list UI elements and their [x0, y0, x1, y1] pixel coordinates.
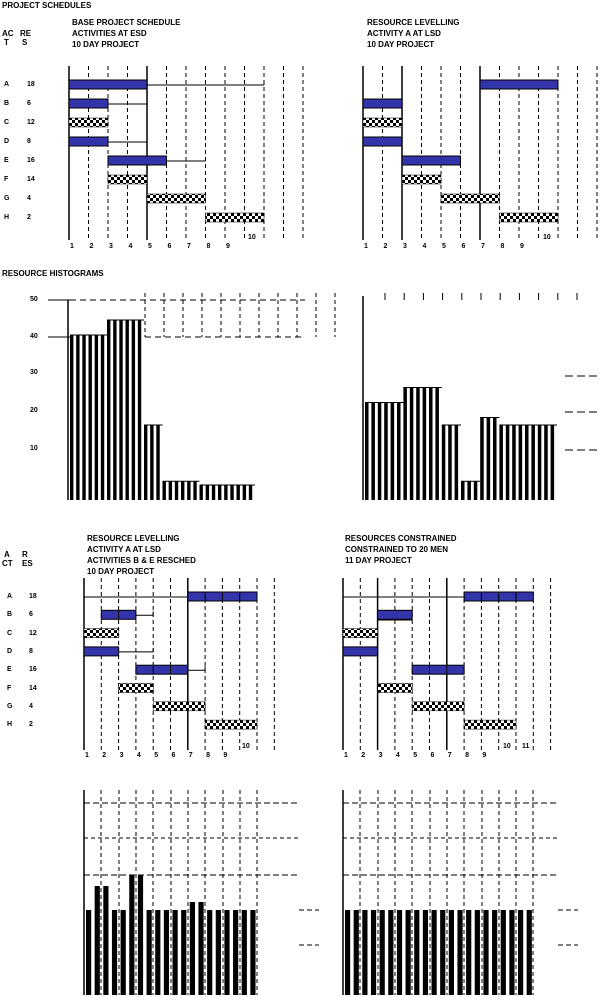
upper-activity-label-F: F — [4, 176, 9, 183]
hist-levelled-bar-day-10 — [544, 425, 548, 500]
hist-p3-bar-1 — [86, 910, 91, 995]
hist-base-bar-day-7 — [181, 481, 184, 500]
hist-p4-bar-11 — [432, 910, 437, 995]
p3-bar-D — [84, 647, 119, 656]
p1-day-label-10: 10 — [248, 234, 256, 241]
p1-day-label-4: 4 — [128, 243, 133, 250]
lower-resource-label-B: 6 — [29, 611, 33, 619]
histogram-y-label-50: 50 — [30, 296, 38, 303]
hist-base-bar-day-6 — [169, 481, 172, 500]
hist-p4-bar-15 — [466, 910, 471, 995]
upper-activity-label-D: D — [4, 138, 10, 145]
p1-bar-D — [69, 137, 108, 146]
p3-bar-F — [119, 684, 154, 693]
p4-day-label-10: 10 — [503, 743, 511, 750]
panel3-res-header-2: ES — [22, 559, 33, 568]
p1-bar-G — [147, 194, 206, 203]
hist-base-bar-day-3 — [119, 320, 122, 500]
hist-base-bar-day-2 — [89, 335, 92, 500]
hist-base-bar-day-7 — [193, 481, 196, 500]
hist-p4-bar-18 — [492, 910, 497, 995]
upper-activity-label-B: B — [4, 100, 10, 107]
hist-base-bar-day-8 — [200, 485, 203, 500]
p4-day-label-8: 8 — [465, 752, 469, 759]
hist-p3-bar-3 — [103, 886, 108, 995]
hist-p4-bar-17 — [483, 910, 488, 995]
hist-base-bar-day-9 — [224, 485, 227, 500]
p2-bar-G — [441, 194, 500, 203]
p3-bar-C — [84, 629, 119, 638]
hist-levelled-bar-day-7 — [493, 418, 497, 501]
hist-levelled-bar-day-3 — [403, 388, 407, 501]
p3-day-label-3: 3 — [119, 752, 124, 759]
panel1-title-line1: BASE PROJECT SCHEDULE — [72, 18, 181, 27]
p2-bar-E — [402, 156, 461, 165]
hist-levelled-bar-day-9 — [519, 425, 523, 500]
hist-base-bar-day-5 — [150, 425, 153, 500]
lower-activity-label-B: B — [7, 611, 13, 619]
hist-p3-bar-13 — [190, 902, 195, 995]
hist-levelled-bar-day-7 — [480, 418, 484, 501]
hist-p4-bar-16 — [475, 910, 480, 995]
p3-bar-H — [205, 720, 257, 729]
hist-p4-bar-9 — [414, 910, 419, 995]
p2-bar-D — [363, 137, 402, 146]
p4-bar-G — [412, 702, 464, 711]
p1-day-label-1: 1 — [70, 243, 74, 250]
hist-levelled-bar-day-3 — [416, 388, 420, 501]
hist-base-bar-day-10 — [243, 485, 246, 500]
hist-base-bar-day-10 — [237, 485, 240, 500]
p1-bar-F — [108, 175, 147, 184]
hist-levelled-bar-day-2 — [384, 403, 388, 501]
hist-levelled-bar-day-8 — [506, 425, 510, 500]
hist-levelled-bar-day-3 — [410, 388, 414, 501]
upper-resource-label-B: 6 — [27, 100, 31, 107]
hist-p3-bar-16 — [216, 910, 221, 995]
hist-levelled-bar-day-4 — [423, 388, 427, 501]
panel3-title-line2: ACTIVITY A AT LSD — [87, 545, 161, 554]
hist-base-bar-day-6 — [163, 481, 166, 500]
panel3-act-header-1: A — [4, 550, 10, 559]
hist-levelled-bar-day-9 — [525, 425, 529, 500]
p3-day-label-9: 9 — [223, 752, 228, 759]
hist-base-bar-day-1 — [82, 335, 85, 500]
upper-resource-label-E: 16 — [27, 157, 35, 164]
hist-p3-bar-11 — [173, 910, 178, 995]
hist-base-bar-day-9 — [230, 485, 233, 500]
hist-levelled-bar-day-6 — [474, 481, 478, 500]
p4-day-label-7: 7 — [447, 752, 452, 759]
hist-base-bar-day-7 — [187, 481, 190, 500]
p1-day-label-3: 3 — [109, 243, 113, 250]
panel2-title-line2: ACTIVITY A AT LSD — [367, 29, 441, 38]
p2-day-label-3: 3 — [403, 243, 407, 250]
hist-levelled-bar-day-5 — [455, 425, 459, 500]
p1-bar-C — [69, 118, 108, 127]
p2-day-label-9: 9 — [520, 243, 524, 250]
hist-levelled-bar-day-7 — [487, 418, 491, 501]
p2-bar-A — [480, 80, 558, 89]
hist-base-bar-day-5 — [144, 425, 147, 500]
panel1-res-header-2: S — [22, 38, 28, 47]
panel3-res-header-1: R — [22, 550, 28, 559]
p1-day-label-5: 5 — [148, 243, 152, 250]
p2-bar-C — [363, 118, 402, 127]
p2-day-label-6: 6 — [461, 243, 466, 250]
p3-day-label-5: 5 — [154, 752, 159, 759]
upper-activity-label-G: G — [4, 195, 10, 202]
hist-p3-bar-6 — [129, 875, 134, 995]
hist-p4-bar-5 — [380, 910, 385, 995]
panel3-title-line3: ACTIVITIES B & E RESCHED — [87, 556, 196, 565]
panel3-title-line1: RESOURCE LEVELLING — [87, 534, 180, 543]
hist-levelled-bar-day-2 — [391, 403, 395, 501]
hist-p3-bar-17 — [224, 910, 229, 995]
hist-base-bar-day-4 — [138, 320, 141, 500]
histogram-y-label-10: 10 — [30, 445, 38, 452]
hist-base-bar-day-8 — [206, 485, 209, 500]
p3-day-label-10: 10 — [242, 743, 250, 750]
panel4-title-line1: RESOURCES CONSTRAINED — [345, 534, 457, 543]
hist-p3-bar-9 — [155, 910, 160, 995]
hist-p3-bar-8 — [147, 910, 152, 995]
upper-activity-label-E: E — [4, 157, 9, 164]
hist-levelled-bar-day-10 — [538, 425, 542, 500]
p3-day-label-6: 6 — [171, 752, 176, 759]
hist-levelled-bar-day-9 — [531, 425, 535, 500]
hist-p3-bar-20 — [250, 910, 255, 995]
upper-activity-label-A: A — [4, 81, 10, 88]
p4-day-label-11: 11 — [522, 743, 530, 750]
hist-levelled-bar-day-4 — [435, 388, 439, 501]
p2-day-label-7: 7 — [481, 243, 485, 250]
histogram-y-label-30: 30 — [30, 369, 38, 376]
lower-resource-label-C: 12 — [29, 629, 37, 637]
lower-resource-label-G: 4 — [29, 702, 33, 710]
hist-p3-bar-7 — [138, 875, 143, 995]
hist-base-bar-day-6 — [175, 481, 178, 500]
hist-levelled-bar-day-10 — [551, 425, 555, 500]
panel4-title-line2: CONSTRAINED TO 20 MEN — [345, 545, 448, 554]
hist-p3-bar-18 — [233, 910, 238, 995]
p1-bar-B — [69, 99, 108, 108]
hist-levelled-bar-day-2 — [397, 403, 401, 501]
upper-resource-label-C: 12 — [27, 119, 35, 126]
upper-resource-label-G: 4 — [27, 195, 31, 202]
lower-activity-label-C: C — [7, 629, 13, 637]
p3-day-label-4: 4 — [136, 752, 141, 759]
p4-bar-C — [343, 629, 378, 638]
lower-activity-label-G: G — [7, 702, 13, 710]
p4-day-label-4: 4 — [395, 752, 400, 759]
lower-resource-label-E: 16 — [29, 666, 37, 674]
panel3-act-header-2: CT — [2, 559, 13, 568]
p4-bar-D — [343, 647, 378, 656]
p1-bar-E — [108, 156, 167, 165]
hist-p3-bar-15 — [207, 910, 212, 995]
project-schedules-heading: PROJECT SCHEDULES — [2, 1, 92, 10]
p2-bar-F — [402, 175, 441, 184]
upper-resource-label-A: 18 — [27, 81, 35, 88]
hist-p4-bar-1 — [345, 910, 350, 995]
p2-day-label-10: 10 — [543, 234, 551, 241]
hist-p4-bar-14 — [457, 910, 462, 995]
upper-activity-label-H: H — [4, 214, 10, 221]
hist-levelled-bar-day-6 — [467, 481, 471, 500]
hist-base-bar-day-2 — [101, 335, 104, 500]
hist-levelled-bar-day-1 — [378, 403, 382, 501]
hist-base-bar-day-9 — [218, 485, 221, 500]
p2-day-label-1: 1 — [364, 243, 368, 250]
hist-p3-bar-4 — [112, 910, 117, 995]
p4-bar-F — [378, 684, 413, 693]
upper-resource-label-D: 8 — [27, 138, 31, 145]
hist-p4-bar-13 — [449, 910, 454, 995]
hist-levelled-bar-day-5 — [442, 425, 446, 500]
hist-base-bar-day-4 — [132, 320, 135, 500]
p1-day-label-7: 7 — [187, 243, 191, 250]
hist-levelled-bar-day-8 — [499, 425, 503, 500]
panel4-title-line3: 11 DAY PROJECT — [345, 556, 412, 565]
hist-p4-bar-19 — [501, 910, 506, 995]
p1-day-label-2: 2 — [89, 243, 94, 250]
p1-day-label-9: 9 — [226, 243, 230, 250]
panel1-res-header-1: RE — [20, 29, 32, 38]
p3-day-label-7: 7 — [188, 752, 193, 759]
lower-activity-label-H: H — [7, 721, 13, 729]
lower-activity-label-E: E — [7, 666, 12, 674]
panel2-title-line1: RESOURCE LEVELLING — [367, 18, 460, 27]
hist-p3-bar-14 — [198, 902, 203, 995]
hist-p4-bar-12 — [440, 910, 445, 995]
lower-activity-label-F: F — [7, 684, 12, 692]
lower-resource-label-D: 8 — [29, 647, 33, 655]
panel1-title-line2: ACTIVITIES AT ESD — [72, 29, 147, 38]
hist-p3-bar-10 — [164, 910, 169, 995]
hist-p4-bar-10 — [423, 910, 428, 995]
hist-levelled-bar-day-8 — [512, 425, 516, 500]
panel1-title-line3: 10 DAY PROJECT — [72, 40, 140, 49]
p4-day-label-9: 9 — [482, 752, 487, 759]
p3-day-label-1: 1 — [85, 752, 89, 759]
hist-base-bar-day-5 — [156, 425, 159, 500]
panel3-title-line4: 10 DAY PROJECT — [87, 567, 155, 576]
histogram-y-label-20: 20 — [30, 407, 38, 414]
p2-day-label-4: 4 — [422, 243, 427, 250]
p3-bar-G — [153, 702, 205, 711]
hist-levelled-bar-day-4 — [429, 388, 433, 501]
p4-day-label-6: 6 — [430, 752, 435, 759]
resource-histograms-heading: RESOURCE HISTOGRAMS — [2, 269, 104, 278]
lower-activity-label-D: D — [7, 647, 13, 655]
hist-levelled-bar-day-1 — [365, 403, 369, 501]
p4-day-label-3: 3 — [378, 752, 383, 759]
hist-base-bar-day-8 — [212, 485, 215, 500]
upper-resource-label-H: 2 — [27, 214, 31, 221]
p2-day-label-2: 2 — [383, 243, 388, 250]
hist-base-bar-day-4 — [126, 320, 129, 500]
hist-p3-bar-19 — [242, 910, 247, 995]
hist-levelled-bar-day-5 — [448, 425, 452, 500]
p4-day-label-5: 5 — [413, 752, 418, 759]
lower-resource-label-A: 18 — [29, 593, 37, 600]
p4-bar-B — [378, 610, 413, 619]
lower-resource-label-H: 2 — [29, 721, 33, 729]
hist-p4-bar-6 — [388, 910, 393, 995]
panel2-title-line3: 10 DAY PROJECT — [367, 40, 435, 49]
p4-day-label-1: 1 — [344, 752, 348, 759]
p3-day-label-2: 2 — [102, 752, 107, 759]
histogram-y-label-40: 40 — [30, 333, 38, 340]
p3-bar-E — [136, 665, 188, 674]
hist-p4-bar-21 — [518, 910, 523, 995]
hist-p3-bar-12 — [181, 910, 186, 995]
hist-base-bar-day-3 — [113, 320, 116, 500]
upper-activity-label-C: C — [4, 119, 10, 126]
panel1-act-header-1: AC — [2, 29, 14, 38]
hist-p4-bar-8 — [406, 910, 411, 995]
p3-day-label-8: 8 — [206, 752, 210, 759]
hist-levelled-bar-day-6 — [461, 481, 465, 500]
hist-base-bar-day-3 — [107, 320, 110, 500]
hist-base-bar-day-2 — [95, 335, 98, 500]
hist-p4-bar-7 — [397, 910, 402, 995]
p2-bar-B — [363, 99, 402, 108]
lower-resource-label-F: 14 — [29, 684, 37, 692]
p2-bar-H — [500, 213, 559, 222]
hist-p4-bar-20 — [509, 910, 514, 995]
p2-day-label-5: 5 — [442, 243, 446, 250]
p4-bar-H — [464, 720, 516, 729]
p1-bar-A — [69, 80, 147, 89]
hist-base-bar-day-1 — [76, 335, 79, 500]
p1-bar-H — [206, 213, 265, 222]
p4-bar-E — [412, 665, 464, 674]
p2-day-label-8: 8 — [500, 243, 505, 250]
hist-levelled-bar-day-1 — [371, 403, 375, 501]
p4-day-label-2: 2 — [361, 752, 366, 759]
p1-day-label-6: 6 — [167, 243, 172, 250]
lower-activity-label-A: A — [7, 593, 13, 600]
hist-base-bar-day-1 — [70, 335, 73, 500]
panel1-act-header-2: T — [4, 38, 9, 47]
hist-p4-bar-22 — [527, 910, 532, 995]
hist-base-bar-day-10 — [249, 485, 252, 500]
hist-p3-bar-2 — [95, 886, 100, 995]
hist-p3-bar-5 — [121, 910, 126, 995]
p1-day-label-8: 8 — [206, 243, 211, 250]
upper-resource-label-F: 14 — [27, 176, 35, 183]
hist-p4-bar-4 — [371, 910, 376, 995]
hist-p4-bar-2 — [354, 910, 359, 995]
hist-p4-bar-3 — [362, 910, 367, 995]
